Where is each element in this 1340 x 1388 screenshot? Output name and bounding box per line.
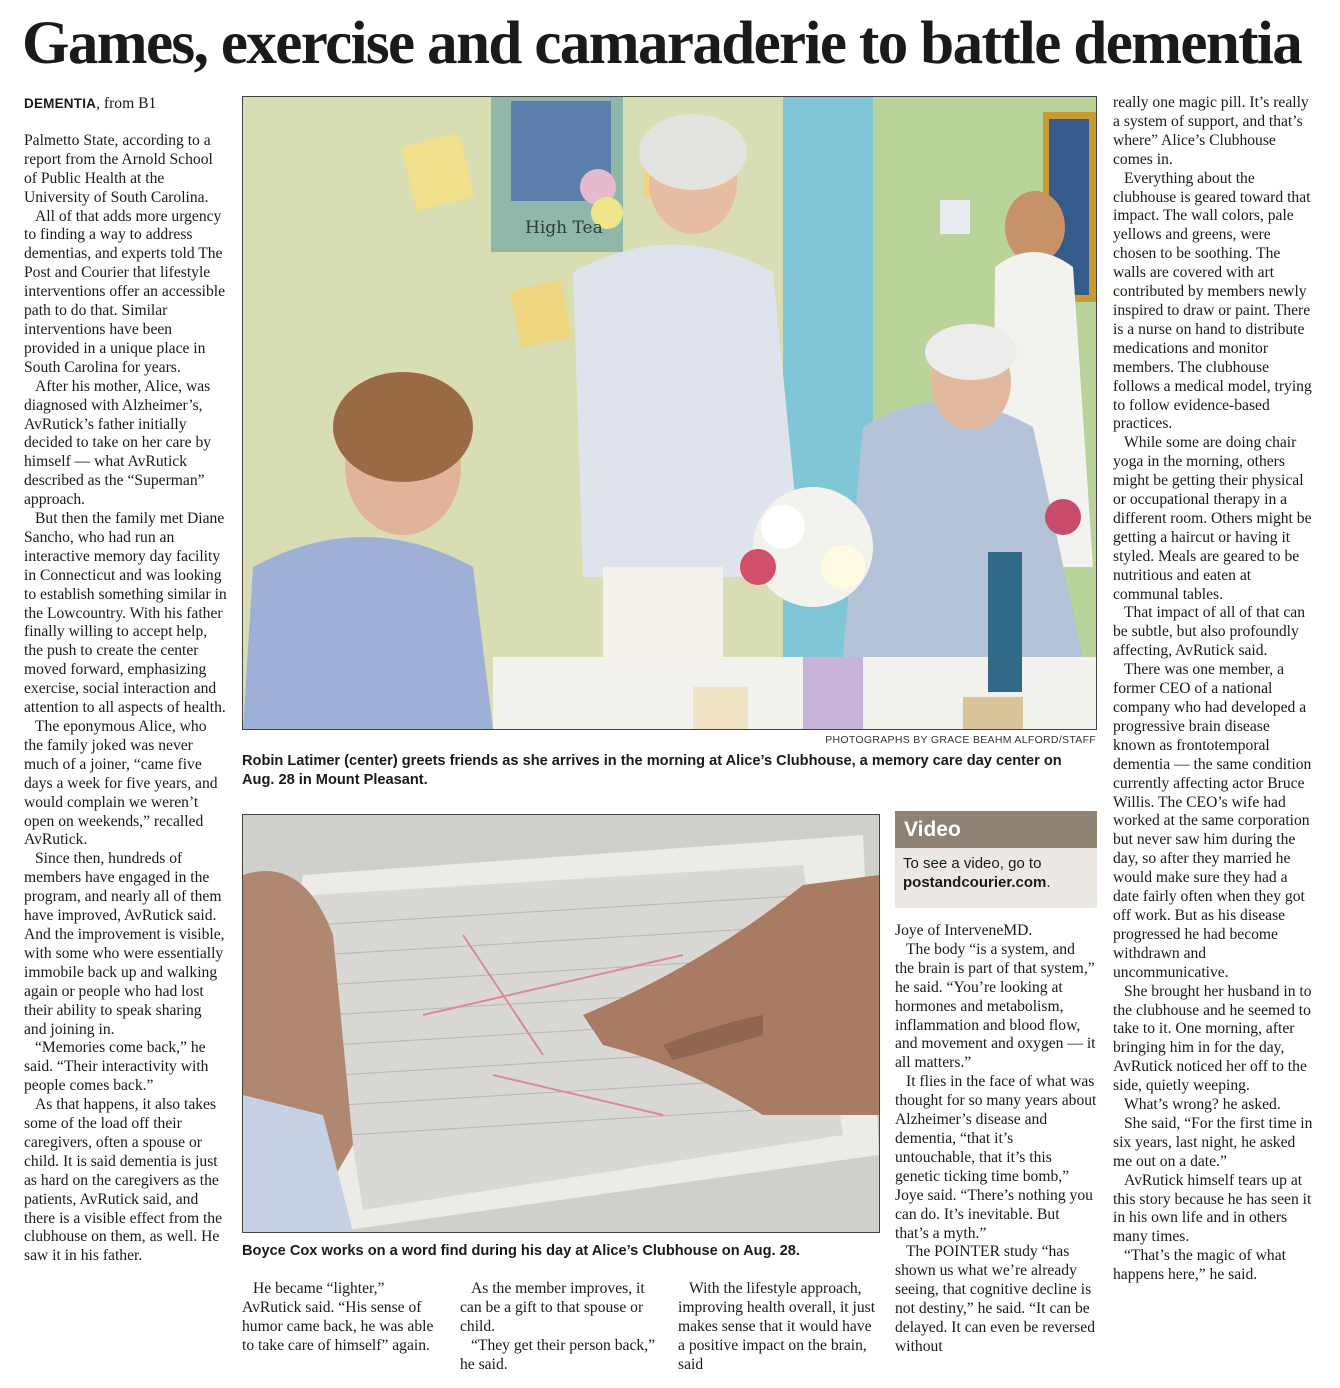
video-link[interactable]: postandcourier.com [903,874,1047,891]
article-column-5 [1113,94,1316,1285]
paragraph: All of that adds more urgency to finding a way to address dementias, and experts told The Post and Courier that lifestyle interventions offer an accessible path to do that. Similar interventions have been provided in a unique place in South Carolina for years. [24,207,226,376]
paragraph: He became “lighter,” AvRutick said. “His sense of humor came back, he was able to take care of himself” again. [242,1280,434,1354]
paragraph: What’s wrong? he asked. [1124,1096,1281,1114]
paragraph: That impact of all of that can be subtle, but also profoundly affecting, AvRutick said. [1113,604,1305,660]
video-box-title: Video [895,811,1097,848]
article-column-2 [242,1280,442,1356]
paragraph: “They get their person back,” he said. [460,1336,656,1373]
paragraph: As the member improves, it can be a gift to that spouse or child. [460,1280,645,1335]
photo-credit: PHOTOGRAPHS BY GRACE BEAHM ALFORD/STAFF [825,734,1096,746]
paragraph: The body “is a system, and the brain is part of that system,” he said. “You’re looking at hormones and metabolism, inflammation and blood flow, and movement and oxygen — it all matters.” [895,940,1096,1072]
paragraph: She brought her husband in to the clubhouse and he seemed to take to it. One morning, after bringing him in for the day, AvRutick noticed her off to the side, quietly weeping. [1113,982,1312,1095]
photo2-caption: Boyce Cox works on a word find during his day at Alice’s Clubhouse on Aug. 28. [242,1243,800,1259]
video-promo-box [895,811,1097,908]
paragraph: She said, “For the first time in six years, last night, he asked me out on a date.” [1113,1114,1313,1170]
paragraph: Everything about the clubhouse is geared toward that impact. The wall colors, pale yellows and greens, were chosen to be soothing. The walls are covered with art contributed by members newly inspired to draw or paint. There is a nurse on hand to distribute medications and monitor members. The clubhouse follows a medical model, trying to follow evidence-based practices. [1113,169,1312,433]
paragraph: While some are doing chair yoga in the morning, others might be getting their physical or occupational therapy in a different room. Others might be getting a haircut or having it styled. Meals are geared to be nutritious and eaten at communal tables. [1113,434,1312,603]
photo-word-find [242,814,880,1233]
jump-from: , from B1 [96,95,157,112]
jump-line [24,95,227,114]
paragraph: “Memories come back,” he said. “Their interactivity with people comes back.” [24,1039,209,1095]
paragraph: AvRutick himself tears up at this story because he has seen it in his own life and in others many times. [1113,1171,1312,1246]
headline: Games, exercise and camaraderie to battle dementia [22,10,1302,77]
photo-clubhouse-image [243,97,1096,729]
photo1-caption: Robin Latimer (center) greets friends as she arrives in the morning at Alice’s Clubhouse, a memory care day center on Aug. 28 in Mount Pleasant. [242,753,1062,788]
paragraph: Joye of InterveneMD. [895,922,1033,939]
video-box-body [895,848,1097,908]
photo-clubhouse-morning [242,96,1097,730]
video-period: . [1046,874,1051,891]
high-tea-sign-text: High Tea [525,218,603,238]
article-column-3 [460,1280,660,1375]
video-box-text: To see a video, go to [903,855,1042,872]
jump-keyword: DEMENTIA [24,96,97,111]
paragraph: With the lifestyle approach, improving health overall, it just makes sense that it would have a positive impact on the brain, said [678,1280,876,1373]
paragraph: After his mother, Alice, was diagnosed with Alzheimer’s, AvRutick’s father initially decided to take on her care by himself — what AvRutick described as the “Superman” approach. [24,377,212,509]
paragraph: Palmetto State, according to a report from the Arnold School of Public Health at the University of South Carolina. [24,131,213,206]
article-column-4a [678,1280,878,1375]
article-column-4b [895,922,1097,1357]
paragraph: “That’s the magic of what happens here,” he said. [1113,1247,1286,1284]
paragraph: The POINTER study “has shown us what we’re already seeing, that cognitive decline is not destiny,” he said. “It can be delayed. It can even be reversed without [895,1243,1096,1355]
paragraph: But then the family met Diane Sancho, who had run an interactive memory day facility in Connecticut and was looking to establish something similar in the Lowcountry. With his father finally willing to accept help, the push to create the center moved forward, emphasizing exercise, social interaction and attention to all aspects of health. [24,510,227,717]
paragraph: really one magic pill. It’s really a system of support, and that’s where” Alice’s Clubhouse comes in. [1113,94,1309,168]
paragraph: Since then, hundreds of members have engaged in the program, and nearly all of them have improved, AvRutick said. And the improvement is visible, with some who were essentially immobile back up and walking again or people who had lost their ability to speak sharing and joining in. [24,850,225,1038]
paragraph: The eponymous Alice, who the family joked was never much of a joiner, “came five days a week for five years, and would complain we weren’t open on weekends,” recalled AvRutick. [24,718,218,849]
paragraph: As that happens, it also takes some of the load off their caregivers, often a spouse or child. It is said dementia is just as hard on the caregivers as the patients, AvRutick said, and there is a visible effect from the clubhouse on them, as well. He saw it in his father. [24,1096,223,1265]
paragraph: It flies in the face of what was thought for so many years about Alzheimer’s disease and dementia, “that it’s untouchable, that it’s this genetic ticking time bomb,” Joye said. “There’s nothing you can do. It’s inevitable. But that’s a myth.” [895,1073,1097,1242]
article-column-1 [24,95,227,1266]
paragraph: There was one member, a former CEO of a national company who had developed a progressive brain disease known as frontotemporal dementia — the same condition currently affecting actor Bruce Willis. The CEO’s wife had worked at the same corporation but never saw him during the day, so after they married he would make sure they had a date fairly often when they got off work. But as his disease progressed he had become withdrawn and uncommunicative. [1113,661,1312,981]
photo-word-find-image [243,815,879,1232]
